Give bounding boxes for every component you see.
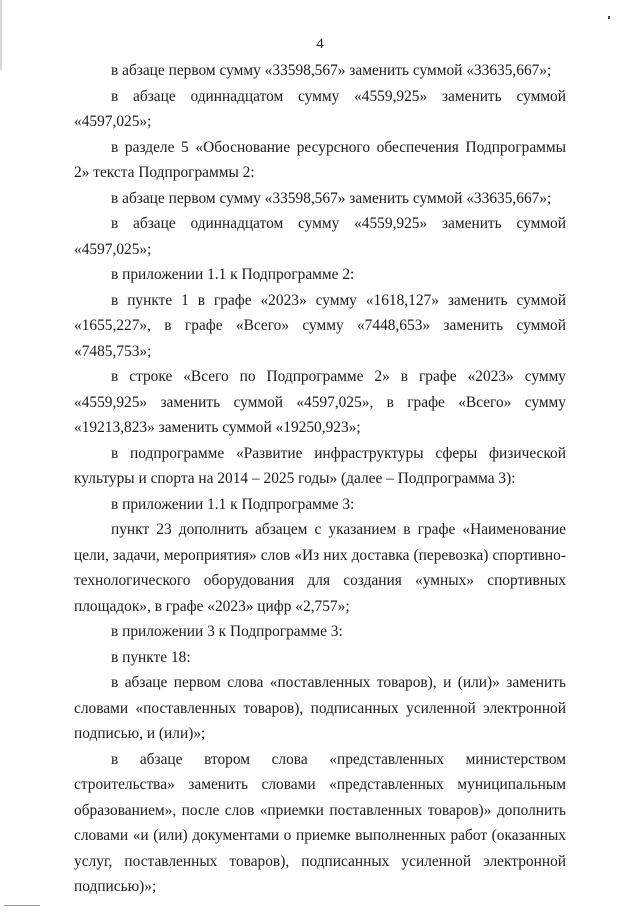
paragraph: в абзаце первом сумму «33598,567» заменить суммой «33635,667»; — [111, 189, 552, 207]
paragraph: в абзаце втором слова «представленных министерством строительства» заменить словами «представленных муниципальным образованием», после слов «приемки поставленных товаров)» дополнить словами «и (или) документами о приемке выполненных работ (оказанных услуг, поставленных товаров), подписанных усиленной электронной подписью)»; — [74, 750, 566, 895]
scan-dot-mark — [608, 16, 610, 19]
paragraph: в абзаце одиннадцатом сумму «4559,925» заменить суммой «4597,025»; — [74, 215, 566, 258]
paragraph: в пункте 18: — [111, 648, 191, 666]
paragraph: в абзаце первом сумму «33598,567» заменить суммой «33635,667»; — [111, 62, 552, 79]
scan-edge-mark — [0, 0, 2, 70]
paragraph: в приложении 1.1 к Подпрограмме 3: — [111, 495, 355, 513]
paragraph: в подпрограмме «Развитие инфраструктуры сферы физической культуры и спорта на 2014 – 2025 годы» (далее – Подпрограмма 3): — [74, 444, 566, 487]
paragraph: в строке «Всего по Подпрограмме 2» в графе «2023» сумму «4559,925» заменить суммой «4597,025», в графе «Всего» сумму «19213,823» заменить суммой «19250,923»; — [74, 368, 566, 436]
paragraph: в абзаце одиннадцатом сумму «4559,925» заменить суммой «4597,025»; — [74, 87, 566, 130]
document-body — [74, 58, 566, 900]
page-number: 4 — [316, 36, 324, 52]
paragraph: пункт 23 дополнить абзацем с указанием в графе «Наименование цели, задачи, мероприятия» слов «Из них доставка (перевозка) спортивно-технологического оборудования для создания «умных» спортивных площадок», в графе «2023» цифр «2,757»; — [74, 521, 566, 615]
paragraph: в пункте 1 в графе «2023» сумму «1618,127» заменить суммой «1655,227», в графе «Всего» сумму «7448,653» заменить суммой «7485,753»; — [74, 291, 566, 360]
scan-bottom-mark — [4, 905, 40, 906]
paragraph: в приложении 3 к Подпрограмме 3: — [111, 623, 343, 640]
paragraph: в приложении 1.1 к Подпрограмме 2: — [111, 266, 355, 283]
paragraph: в абзаце первом слова «поставленных товаров), и (или)» заменить словами «поставленных товаров), подписанных усиленной электронной подписью, и (или)»; — [74, 674, 566, 742]
paragraph: в разделе 5 «Обоснование ресурсного обеспечения Подпрограммы 2» текста Подпрограммы 2: — [74, 138, 566, 181]
